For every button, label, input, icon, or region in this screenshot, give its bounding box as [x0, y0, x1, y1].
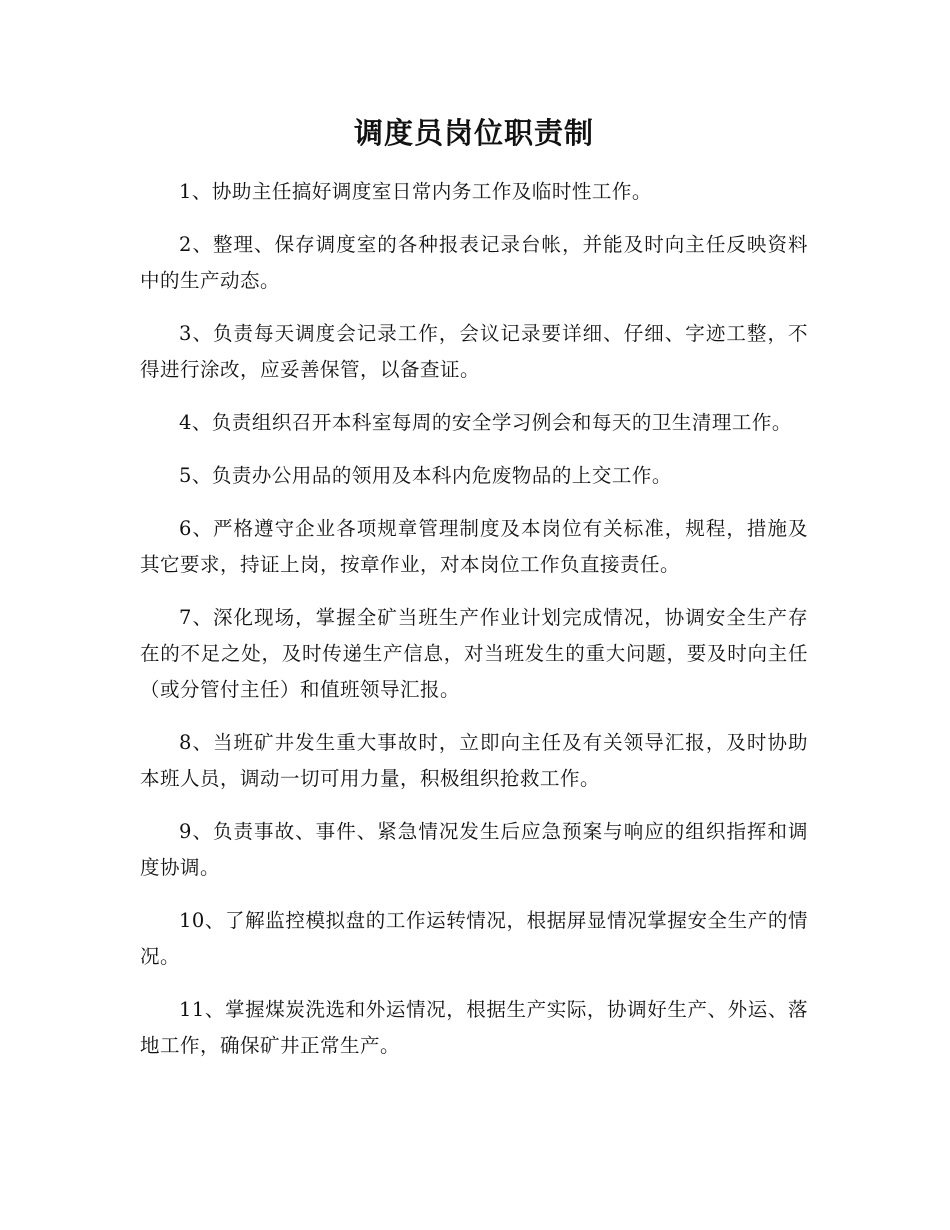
paragraph-5: 5、负责办公用品的领用及本科内危废物品的上交工作。 — [179, 464, 672, 487]
document-page — [140, 108, 808, 1081]
paragraph-11: 11、掌握煤炭洗选和外运情况，根据生产实际，协调好生产、外运、落地工作，确保矿井正常生产。 — [140, 998, 808, 1057]
paragraph-6: 6、严格遵守企业各项规章管理制度及本岗位有关标准，规程，措施及其它要求，持证上岗，按章作业，对本岗位工作负直接责任。 — [140, 517, 808, 576]
paragraph-10: 10、了解监控模拟盘的工作运转情况，根据屏显情况掌握安全生产的情况。 — [140, 909, 808, 968]
paragraph-8: 8、当班矿井发生重大事故时，立即向主任及有关领导汇报，及时协助本班人员，调动一切可用力量，积极组织抢救工作。 — [140, 731, 808, 790]
paragraph-list — [140, 174, 808, 1064]
paragraph-3: 3、负责每天调度会记录工作，会议记录要详细、仔细、字迹工整，不得进行涂改，应妥善保管，以备查证。 — [140, 322, 808, 381]
document-title: 调度员岗位职责制 — [353, 116, 594, 150]
paragraph-2: 2、整理、保存调度室的各种报表记录台帐，并能及时向主任反映资料中的生产动态。 — [140, 233, 808, 292]
paragraph-4: 4、负责组织召开本科室每周的安全学习例会和每天的卫生清理工作。 — [179, 411, 792, 434]
paragraph-1: 1、协助主任搞好调度室日常内务工作及临时性工作。 — [179, 180, 652, 203]
paragraph-7: 7、深化现场，掌握全矿当班生产作业计划完成情况，协调安全生产存在的不足之处，及时传递生产信息，对当班发生的重大问题，要及时向主任（或分管付主任）和值班领导汇报。 — [140, 606, 808, 701]
paragraph-9: 9、负责事故、事件、紧急情况发生后应急预案与响应的组织指挥和调度协调。 — [140, 820, 808, 879]
